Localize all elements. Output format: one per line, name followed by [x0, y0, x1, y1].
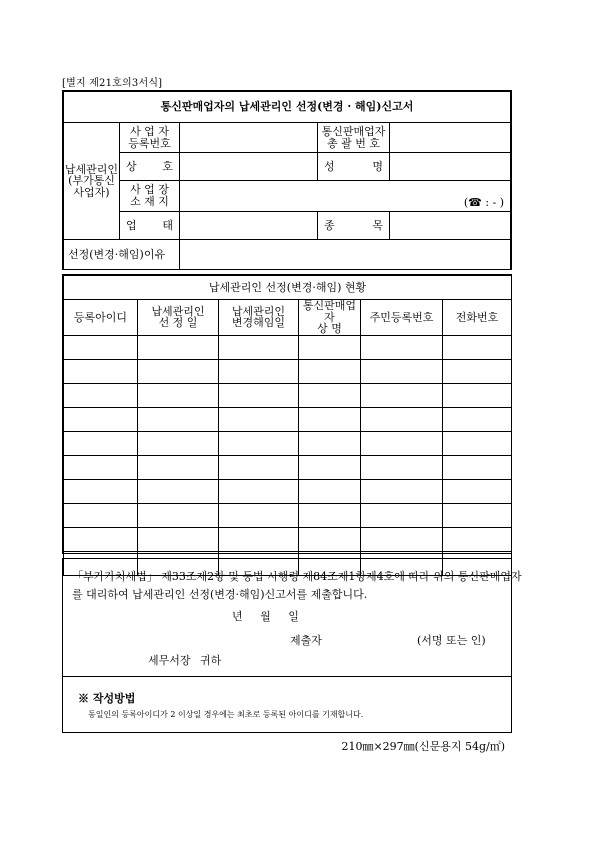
table-cell[interactable] — [138, 503, 219, 527]
status-section — [62, 274, 512, 554]
table-cell[interactable] — [138, 359, 219, 383]
table-cell[interactable] — [219, 503, 299, 527]
col-header-login-id: 등록아이디 — [64, 300, 138, 336]
table-cell[interactable] — [219, 527, 299, 551]
table-cell[interactable] — [299, 407, 361, 431]
divider — [63, 676, 511, 677]
table-cell[interactable] — [219, 335, 299, 359]
table-cell[interactable] — [299, 359, 361, 383]
table-cell[interactable] — [64, 527, 138, 551]
table-cell[interactable] — [443, 407, 512, 431]
table-row — [64, 407, 512, 431]
table-cell[interactable] — [64, 431, 138, 455]
business-type-field[interactable] — [180, 212, 318, 240]
table-cell[interactable] — [443, 359, 512, 383]
table-row — [64, 383, 512, 407]
table-cell[interactable] — [138, 335, 219, 359]
table-cell[interactable] — [64, 503, 138, 527]
col-header-merchant-name: 통신판매업자 상 명 — [299, 300, 361, 336]
ecommerce-reg-no-field[interactable] — [390, 123, 511, 153]
table-cell[interactable] — [64, 407, 138, 431]
table-row — [64, 335, 512, 359]
table-cell[interactable] — [138, 527, 219, 551]
signature-label: (서명 또는 인) — [417, 634, 486, 647]
table-cell[interactable] — [64, 383, 138, 407]
company-name-label: 상 호 — [120, 153, 180, 181]
representative-name-field[interactable] — [390, 153, 511, 181]
status-section-title: 납세관리인 선정(변경·해임) 현황 — [64, 276, 512, 300]
recipient-label: 세무서장 귀하 — [148, 654, 222, 667]
reason-field[interactable] — [180, 240, 511, 270]
table-cell[interactable] — [299, 503, 361, 527]
table-cell[interactable] — [443, 527, 512, 551]
table-cell[interactable] — [443, 383, 512, 407]
representative-name-label: 성 명 — [318, 153, 390, 181]
table-row — [64, 455, 512, 479]
business-type-label: 업 태 — [120, 212, 180, 240]
col-header-appoint-date: 납세관리인 선 정 일 — [138, 300, 219, 336]
address-label: 사 업 장 소 재 지 — [120, 181, 180, 212]
table-cell[interactable] — [64, 479, 138, 503]
table-cell[interactable] — [138, 431, 219, 455]
table-cell[interactable] — [361, 407, 443, 431]
business-reg-no-label: 사 업 자 등록번호 — [120, 123, 180, 153]
col-header-change-date: 납세관리인 변경해임일 — [219, 300, 299, 336]
table-cell[interactable] — [299, 383, 361, 407]
table-cell[interactable] — [361, 455, 443, 479]
agent-group-label: 납세관리인 (부가통신 사업자) — [64, 123, 120, 240]
reason-label: 선정(변경·해임)이유 — [64, 240, 180, 270]
paper-spec: 210㎜×297㎜(신문용지 54g/㎡) — [341, 740, 505, 753]
table-cell[interactable] — [299, 335, 361, 359]
form-title: 통신판매업자의 납세관리인 선정(변경 · 해임)신고서 — [64, 92, 511, 123]
company-name-field[interactable] — [180, 153, 318, 181]
business-item-label: 종 목 — [318, 212, 390, 240]
notes-title: ※ 작성방법 — [78, 692, 136, 705]
table-cell[interactable] — [443, 503, 512, 527]
table-cell[interactable] — [138, 383, 219, 407]
table-cell[interactable] — [361, 383, 443, 407]
col-header-phone: 전화번호 — [443, 300, 512, 336]
business-item-field[interactable] — [390, 212, 511, 240]
table-cell[interactable] — [138, 407, 219, 431]
table-cell[interactable] — [361, 503, 443, 527]
table-cell[interactable] — [299, 527, 361, 551]
table-cell[interactable] — [64, 455, 138, 479]
address-field[interactable] — [180, 181, 511, 212]
table-cell[interactable] — [361, 527, 443, 551]
table-row — [64, 479, 512, 503]
table-row — [64, 527, 512, 551]
submitter-label: 제출자 — [290, 634, 322, 647]
table-cell[interactable] — [361, 359, 443, 383]
table-cell[interactable] — [219, 359, 299, 383]
table-cell[interactable] — [299, 455, 361, 479]
table-cell[interactable] — [361, 479, 443, 503]
form-label: [별지 제21호의3서식] — [62, 78, 163, 89]
table-cell[interactable] — [361, 335, 443, 359]
table-cell[interactable] — [299, 431, 361, 455]
table-row — [64, 431, 512, 455]
table-cell[interactable] — [219, 383, 299, 407]
table-row — [64, 359, 512, 383]
table-cell[interactable] — [219, 455, 299, 479]
table-cell[interactable] — [443, 431, 512, 455]
table-cell[interactable] — [443, 335, 512, 359]
notes-body: 동일인의 등록아이디가 2 이상일 경우에는 최초로 등록된 아이디를 기재합니다. — [88, 710, 364, 719]
table-cell[interactable] — [219, 407, 299, 431]
table-cell[interactable] — [443, 455, 512, 479]
table-cell[interactable] — [64, 335, 138, 359]
statement-text: 「부가가치세법」 제33조제2항 및 동법 시행령 제84조제1항제4호에 따라 위의 통신판매업자를 대리하여 납세관리인 선정(변경·해임)신고서를 제출합니다. — [72, 570, 522, 601]
table-cell[interactable] — [138, 479, 219, 503]
table-cell[interactable] — [219, 431, 299, 455]
table-cell[interactable] — [443, 479, 512, 503]
agent-info-section — [62, 90, 512, 270]
table-cell[interactable] — [299, 479, 361, 503]
table-cell[interactable] — [64, 359, 138, 383]
table-cell[interactable] — [219, 479, 299, 503]
table-row — [64, 503, 512, 527]
table-cell[interactable] — [138, 455, 219, 479]
col-header-resident-no: 주민등록번호 — [361, 300, 443, 336]
table-cell[interactable] — [361, 431, 443, 455]
date-line: 년 월 일 — [232, 610, 299, 623]
business-reg-no-field[interactable] — [180, 123, 318, 153]
ecommerce-reg-no-label: 통신판매업자 총 괄 번 호 — [318, 123, 390, 153]
phone-hint: (☎ : - ) — [463, 196, 505, 210]
